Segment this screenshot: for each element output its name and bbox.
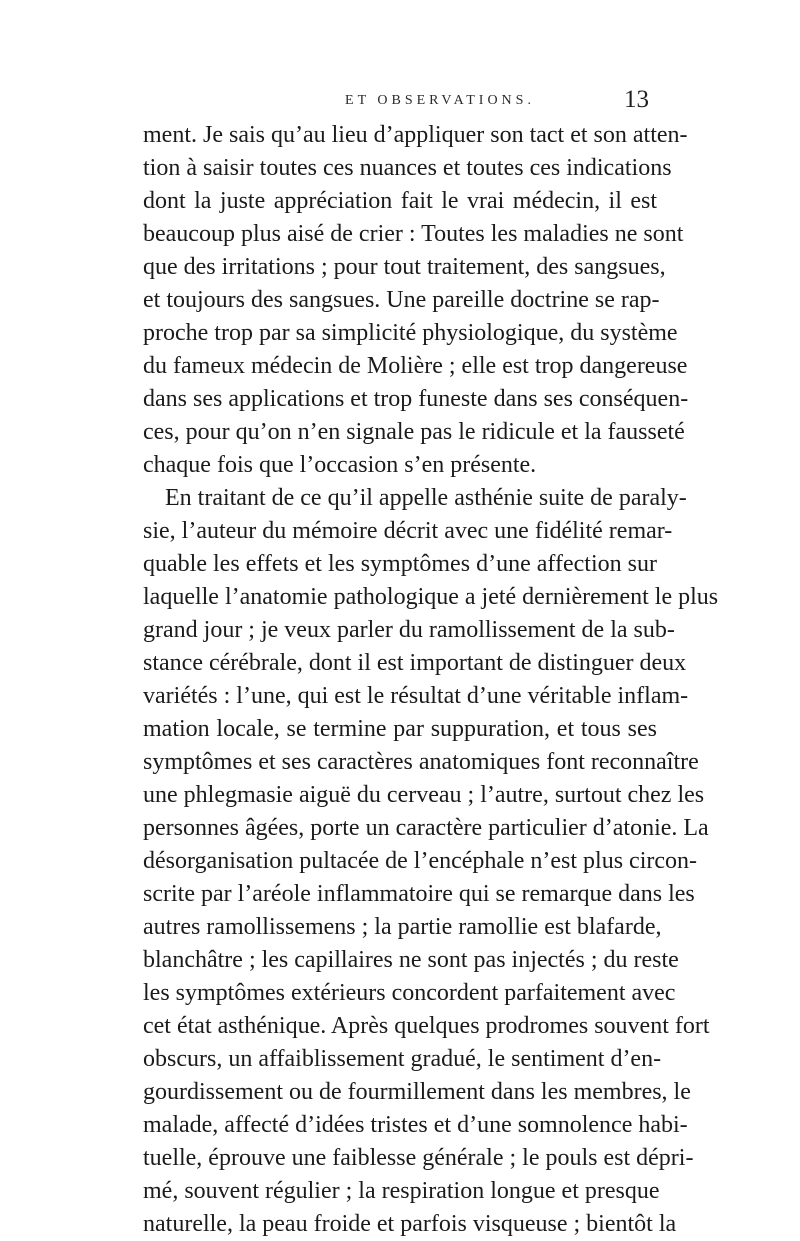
text-line: blanchâtre ; les capillaires ne sont pas injectés ; du reste <box>143 947 679 973</box>
text-line: stance cérébrale, dont il est important de distinguer deux <box>143 650 687 676</box>
text-line: proche trop par sa simplicité physiologique, du système <box>143 320 678 346</box>
text-line: scrite par l’aréole inflammatoire qui se remarque dans les <box>143 881 695 907</box>
text-line: tuelle, éprouve une faiblesse générale ; le pouls est dépri- <box>143 1145 694 1171</box>
page-number: 13 <box>624 86 649 113</box>
text-line: dans ses applications et trop funeste dans ses conséquen- <box>143 386 689 412</box>
text-line: les symptômes extérieurs concordent parfaitement avec <box>143 980 676 1006</box>
text-line: personnes âgées, porte un caractère particulier d’atonie. La <box>143 815 709 841</box>
text-line: et toujours des sangsues. Une pareille doctrine se rap- <box>143 287 660 313</box>
text-line: quable les effets et les symptômes d’une affection sur <box>143 551 657 577</box>
text-line: désorganisation pultacée de l’encéphale n’est plus circon- <box>143 848 698 874</box>
text-line: autres ramollissemens ; la partie ramollie est blafarde, <box>143 914 662 940</box>
text-line: En traitant de ce qu’il appelle asthénie suite de paraly- <box>165 485 687 511</box>
text-line: cet état asthénique. Après quelques prodromes souvent fort <box>143 1013 710 1039</box>
running-head: ET OBSERVATIONS. <box>345 93 535 108</box>
text-line: malade, affecté d’idées tristes et d’une somnolence habi- <box>143 1112 688 1138</box>
text-line: laquelle l’anatomie pathologique a jeté dernièrement le plus <box>143 584 719 610</box>
text-line: du fameux médecin de Molière ; elle est trop dangereuse <box>143 353 688 379</box>
text-line: une phlegmasie aiguë du cerveau ; l’autre, surtout chez les <box>143 782 705 808</box>
text-line: obscurs, un affaiblissement gradué, le sentiment d’en- <box>143 1046 662 1072</box>
text-line: chaque fois que l’occasion s’en présente. <box>143 452 537 478</box>
text-line: gourdissement ou de fourmillement dans les membres, le <box>143 1079 691 1105</box>
text-line: tion à saisir toutes ces nuances et toutes ces indications <box>143 155 672 181</box>
text-line: que des irritations ; pour tout traitement, des sangsues, <box>143 254 666 280</box>
body-text <box>143 119 719 1241</box>
text-line: ment. Je sais qu’au lieu d’appliquer son tact et son atten- <box>143 122 688 148</box>
text-line: beaucoup plus aisé de crier : Toutes les maladies ne sont <box>143 221 684 247</box>
text-line: grand jour ; je veux parler du ramollissement de la sub- <box>143 617 675 643</box>
text-line: dont la juste appréciation fait le vrai médecin, il est <box>143 188 657 214</box>
paragraph-1 <box>143 119 689 482</box>
text-line: symptômes et ses caractères anatomiques font reconnaître <box>143 749 699 775</box>
text-line: variétés : l’une, qui est le résultat d’une véritable inflam- <box>143 683 689 709</box>
text-line: mé, souvent régulier ; la respiration longue et presque <box>143 1178 660 1204</box>
text-line: sie, l’auteur du mémoire décrit avec une fidélité remar- <box>143 518 673 544</box>
text-line: ces, pour qu’on n’en signale pas le ridicule et la fausseté <box>143 419 685 445</box>
text-line: mation locale, se termine par suppuration, et tous ses <box>143 716 657 742</box>
paragraph-2 <box>143 482 719 1241</box>
text-line: naturelle, la peau froide et parfois visqueuse ; bientôt la <box>143 1211 677 1237</box>
